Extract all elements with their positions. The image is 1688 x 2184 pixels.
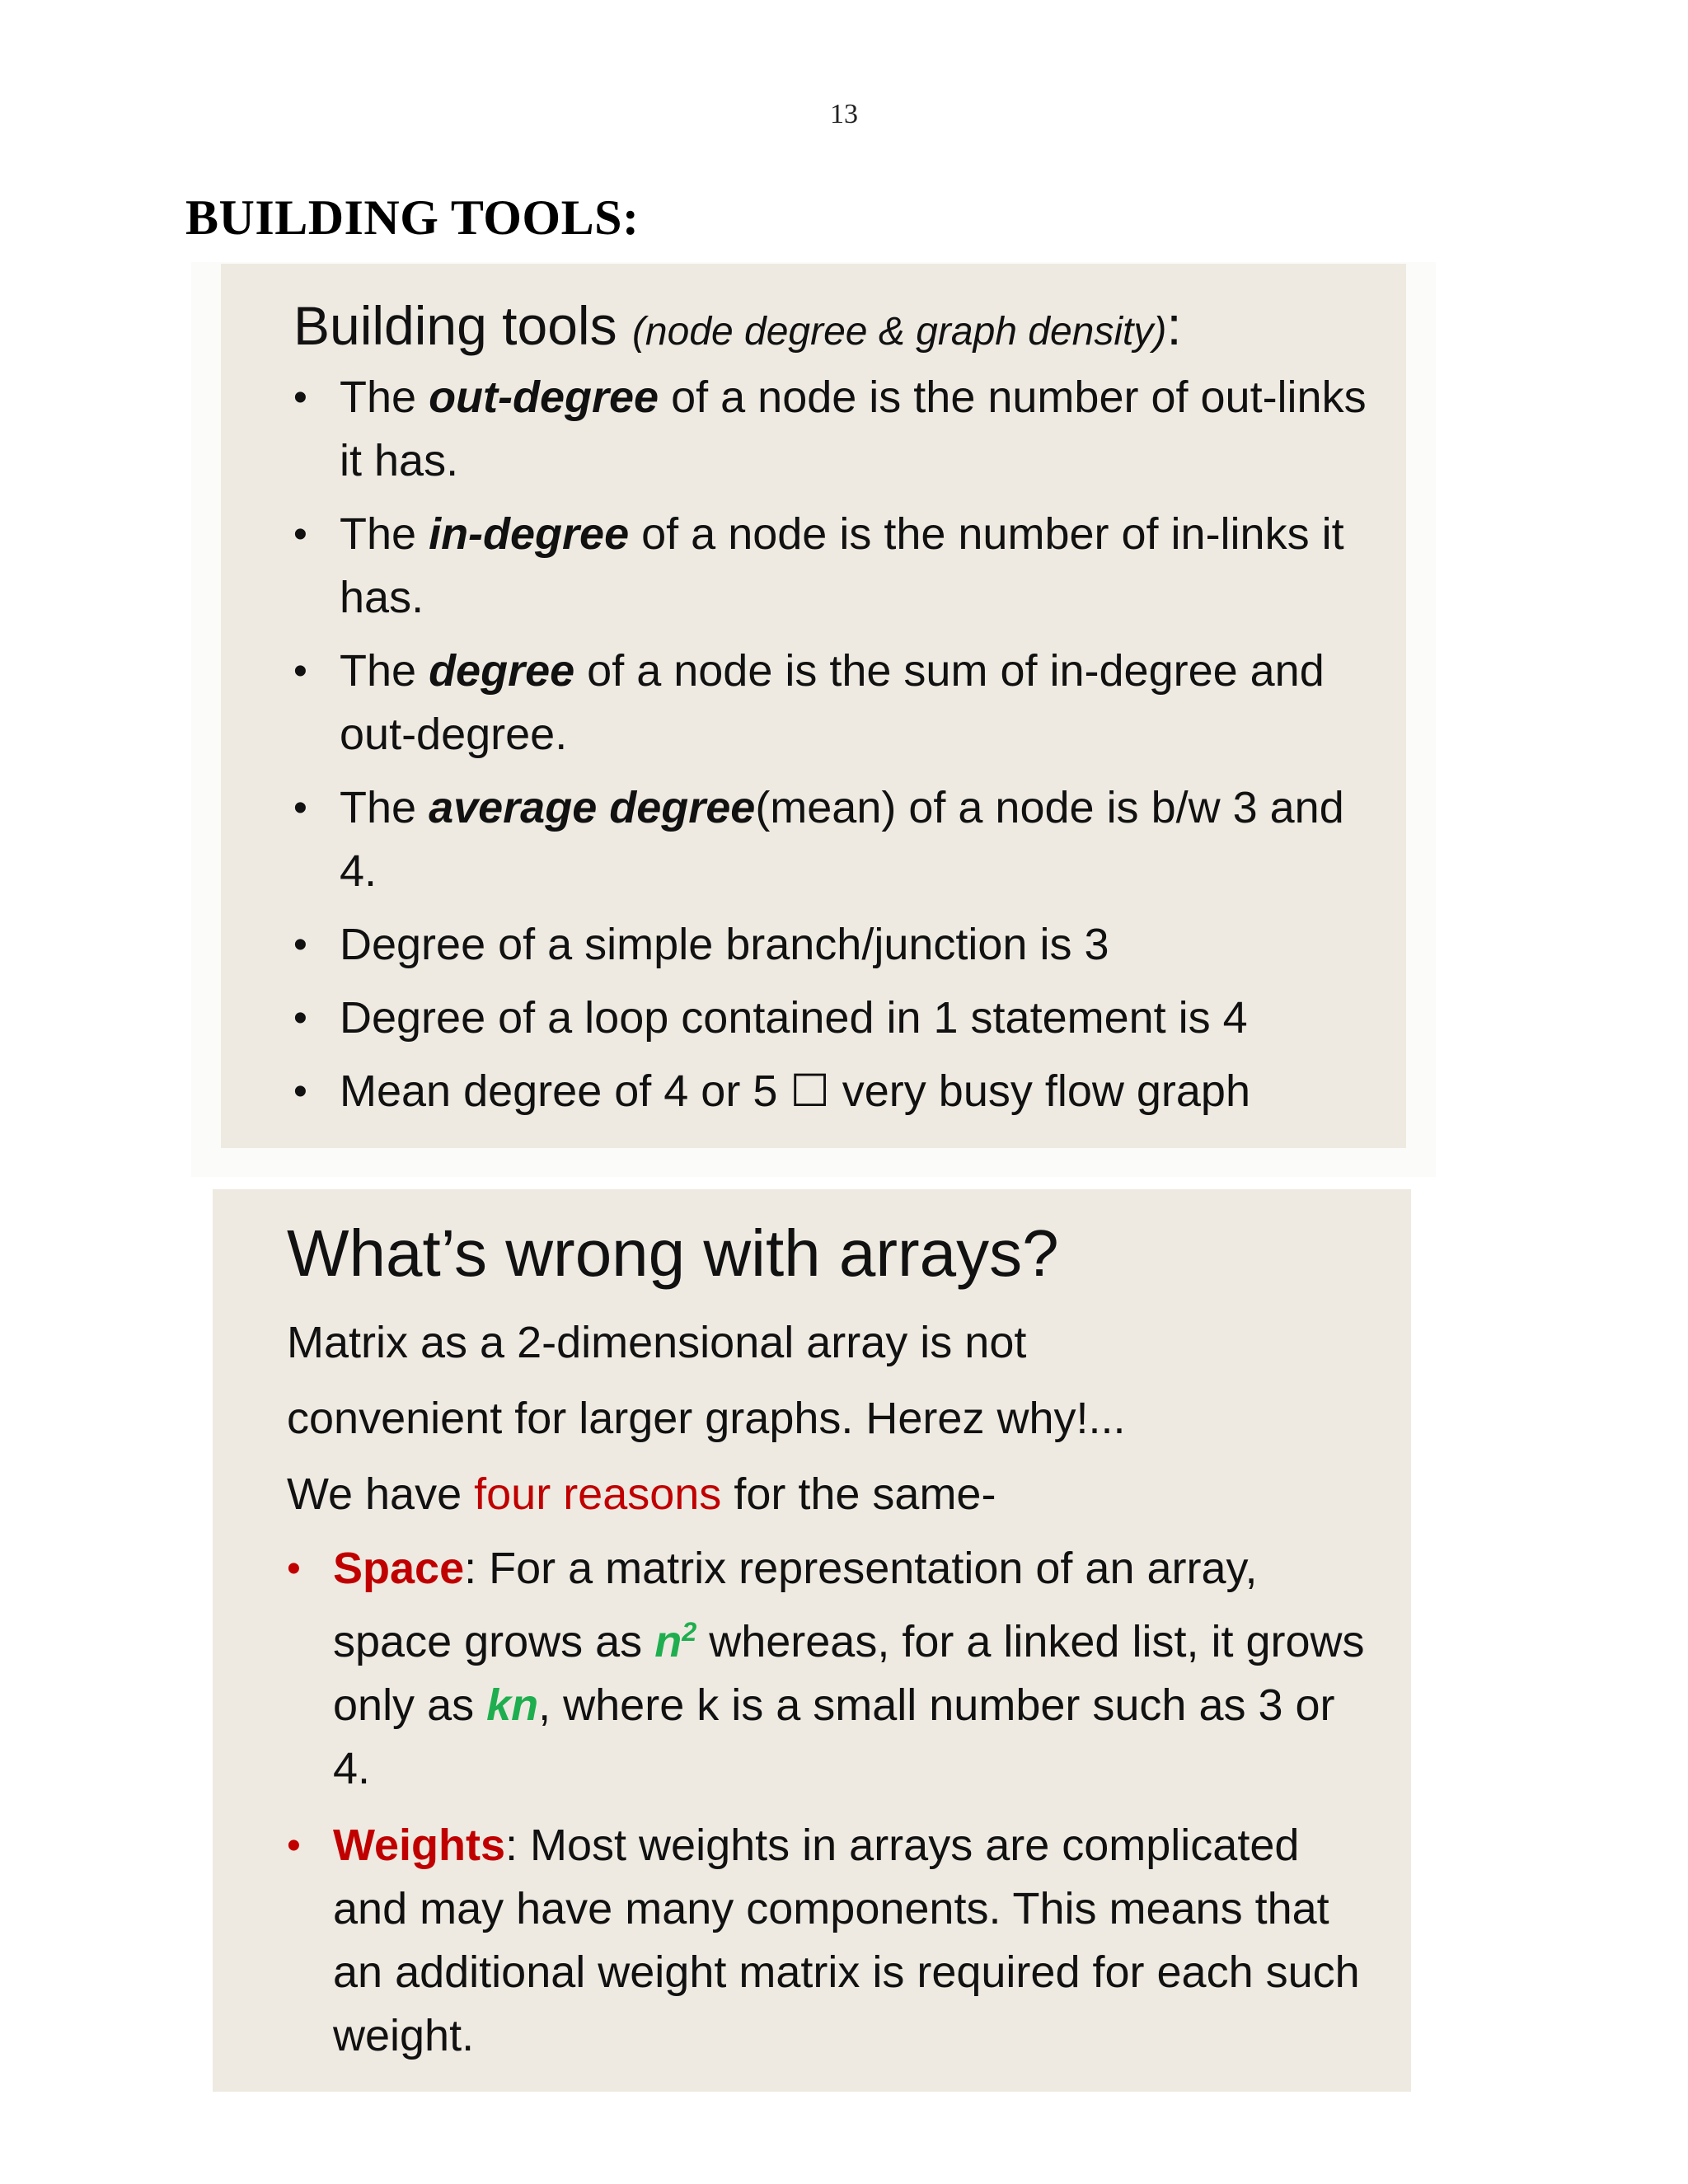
list-item — [293, 776, 1373, 903]
list-item — [293, 366, 1373, 493]
degree-definitions-list — [293, 366, 1373, 1123]
bullet-icon: • — [287, 1824, 301, 1868]
slide-building-tools — [221, 264, 1406, 1148]
item-text: The — [340, 645, 429, 696]
item-text: : For a matrix representation of an array, space grows as — [333, 1544, 1258, 1666]
term-weights: Weights — [333, 1821, 506, 1870]
list-item — [293, 1060, 1373, 1123]
item-text: of a node is the sum of in-degree and out-degree. — [340, 645, 1325, 759]
bullet-icon: • — [293, 649, 307, 693]
term-out-degree: out-degree — [429, 372, 659, 422]
formula-exponent: 2 — [682, 1617, 697, 1647]
formula-kn: kn — [486, 1680, 539, 1730]
slide-title — [293, 295, 1373, 358]
term-space: Space — [333, 1544, 465, 1593]
list-item — [293, 913, 1373, 977]
item-text: The — [340, 782, 429, 832]
formula-n: n — [654, 1617, 682, 1666]
slide-title-subtitle: (node degree & graph density) — [631, 310, 1167, 354]
slide-arrays — [213, 1189, 1411, 2092]
slide-title-colon: : — [1166, 295, 1182, 356]
intro-line-3 — [287, 1456, 1378, 1532]
reasons-list — [287, 1537, 1378, 2068]
bullet-icon: • — [293, 512, 307, 556]
list-item — [293, 987, 1373, 1050]
item-text: of a node is the number of in-links it has. — [340, 509, 1344, 622]
bullet-icon: • — [287, 1547, 301, 1591]
bullet-icon: • — [293, 1069, 307, 1113]
intro-text: We have — [287, 1469, 475, 1519]
intro-line-1: Matrix as a 2-dimensional array is not — [287, 1318, 1027, 1367]
section-heading: BUILDING TOOLS: — [185, 190, 640, 245]
slide-title-main: Building tools — [293, 295, 617, 356]
page-number: 13 — [830, 99, 858, 129]
item-text: of a node is the number of out-links it has. — [340, 372, 1367, 485]
item-text: Degree of a loop contained in 1 statement is 4 — [340, 992, 1248, 1043]
item-text: : Most weights in arrays are complicated and may have many components. This means that an additional weight matrix is required for each such weight. — [333, 1821, 1360, 2060]
slide-title: What’s wrong with arrays? — [287, 1216, 1059, 1290]
term-average-degree: average degree — [429, 782, 756, 832]
intro-line-2: convenient for larger graphs. Herez why!... — [287, 1394, 1126, 1443]
bullet-icon: • — [293, 922, 307, 967]
term-in-degree: in-degree — [429, 509, 630, 559]
item-text: , where k is a small number such as 3 or 4. — [333, 1680, 1335, 1793]
highlight-four-reasons: four reasons — [474, 1469, 722, 1519]
term-degree: degree — [429, 645, 575, 696]
intro-text: for the same- — [721, 1469, 996, 1519]
list-item — [293, 503, 1373, 630]
item-text: (mean) of a node is b/w 3 and 4. — [340, 782, 1344, 896]
item-text: The — [340, 372, 429, 422]
item-text: Degree of a simple branch/junction is 3 — [340, 919, 1109, 969]
item-text: whereas, for a linked list, it grows only as — [333, 1617, 1365, 1730]
list-item — [287, 1814, 1378, 2068]
item-text: Mean degree of 4 or 5 ☐ very busy flow graph — [340, 1066, 1250, 1116]
bullet-icon: • — [293, 785, 307, 830]
bullet-icon: • — [293, 375, 307, 419]
list-item — [293, 640, 1373, 766]
item-text: The — [340, 509, 429, 559]
list-item — [287, 1537, 1378, 1801]
bullet-icon: • — [293, 996, 307, 1040]
